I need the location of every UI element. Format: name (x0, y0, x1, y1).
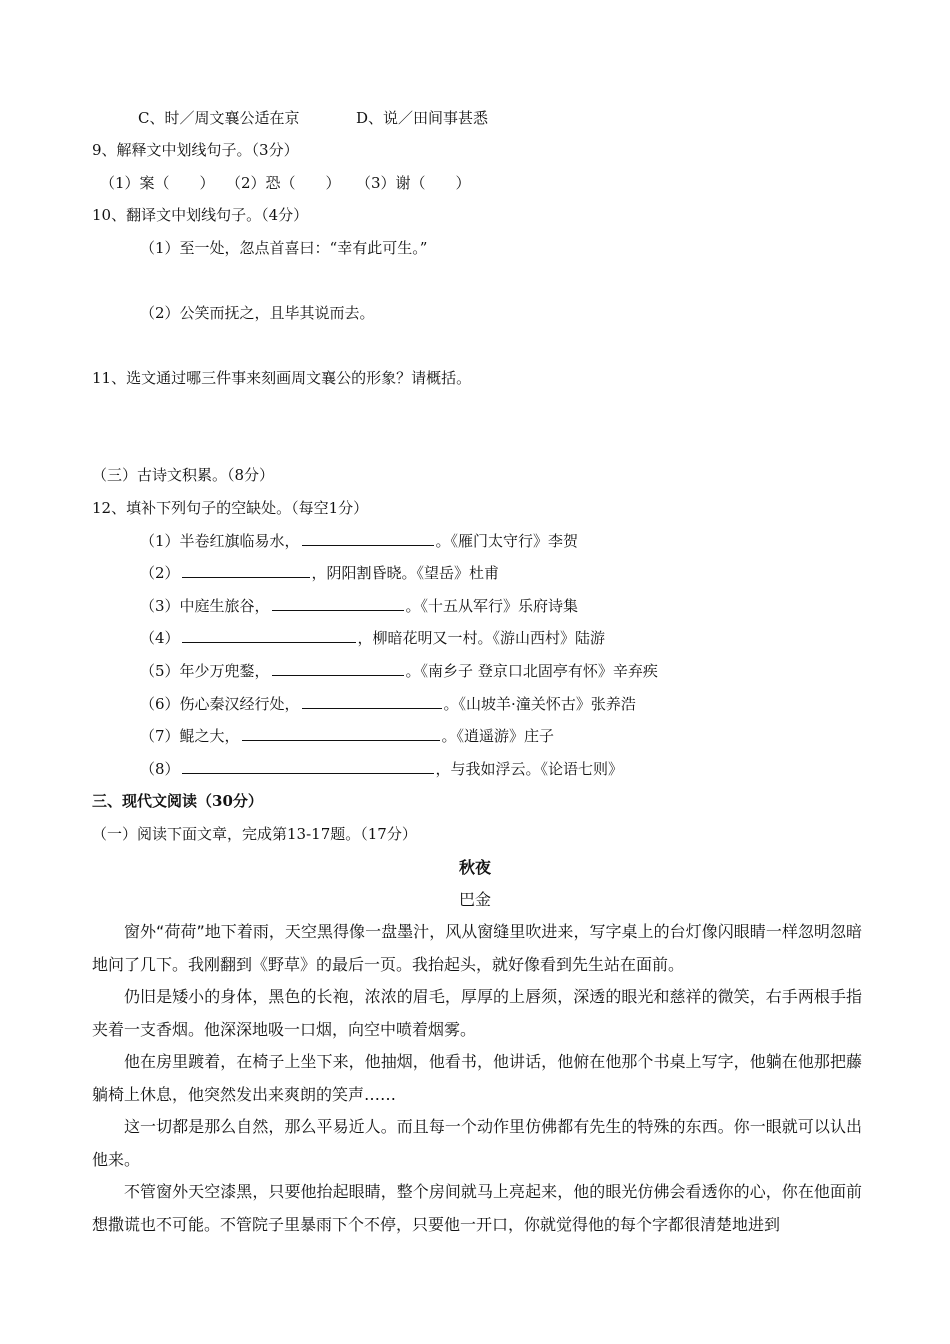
q12-item-4 (140, 628, 605, 648)
q12-item-8 (140, 759, 623, 779)
q12-item-prefix: （7）鲲之大， (140, 727, 240, 745)
answer-blank[interactable] (272, 661, 404, 676)
answer-blank[interactable] (272, 596, 404, 611)
q9-item-1: （1）案（ ） (100, 174, 215, 192)
article-paragraph: 他在房里踱着，在椅子上坐下来，他抽烟，他看书，他讲话，他俯在他那个书桌上写字，他躺在他那把藤躺椅上休息，他突然发出来爽朗的笑声…… (92, 1052, 862, 1104)
q12-stem: 12、填补下列句子的空缺处。（每空1分） (92, 499, 369, 517)
q10-item-2: （2）公笑而抚之，且毕其说而去。 (140, 304, 375, 322)
q12-item-suffix: 。《山坡羊·潼关怀古》张养浩 (443, 695, 636, 713)
answer-blank[interactable] (182, 759, 434, 774)
q8-option-c: C、时／周文襄公适在京 (138, 109, 300, 127)
q12-item-suffix: 。《十五从军行》乐府诗集 (405, 597, 579, 615)
q12-item-prefix: （5）年少万兜鍪， (140, 662, 270, 680)
q12-item-1 (140, 531, 578, 551)
answer-blank[interactable] (302, 694, 442, 709)
section-modern-heading: 三、现代文阅读（30分） (92, 792, 263, 810)
q12-item-prefix: （3）中庭生旅谷， (140, 597, 270, 615)
article-paragraph: 窗外“荷荷”地下着雨，天空黑得像一盘墨汁，风从窗缝里吹进来，写字桌上的台灯像闪眼睛一样忽明忽暗地问了几下。我刚翻到《野草》的最后一页。我抬起头，就好像看到先生站在面前。 (92, 922, 862, 974)
q12-item-6 (140, 694, 636, 714)
q9-item-2: （2）恐（ ） (226, 174, 341, 192)
q12-item-prefix: （2） (140, 564, 180, 582)
q9-stem: 9、解释文中划线句子。（3分） (92, 141, 299, 159)
q12-item-prefix: （6）伤心秦汉经行处， (140, 695, 300, 713)
article-body (92, 916, 862, 1241)
q11-stem: 11、选文通过哪三件事来刻画周文襄公的形象？请概括。 (92, 369, 472, 387)
answer-blank[interactable] (182, 628, 356, 643)
q12-item-suffix: 。《逍遥游》庄子 (441, 727, 555, 745)
q12-item-suffix: ，与我如浮云。《论语七则》 (435, 760, 624, 778)
q12-item-prefix: （8） (140, 760, 180, 778)
q12-item-7 (140, 726, 554, 746)
article-paragraph: 这一切都是那么自然，那么平易近人。而且每一个动作里仿佛都有先生的特殊的东西。你一眼就可以认出他来。 (92, 1117, 862, 1169)
q12-item-2 (140, 563, 499, 583)
article-paragraph: 仍旧是矮小的身体，黑色的长袍，浓浓的眉毛，厚厚的上唇须，深透的眼光和慈祥的微笑，右手两根手指夹着一支香烟。他深深地吸一口烟，向空中喷着烟雾。 (92, 987, 862, 1039)
q12-item-prefix: （4） (140, 629, 180, 647)
article-paragraph: 不管窗外天空漆黑，只要他抬起眼睛，整个房间就马上亮起来，他的眼光仿佛会看透你的心，你在他面前想撒谎也不可能。不管院子里暴雨下个不停，只要他一开口，你就觉得他的每个字都很清楚地进到 (92, 1182, 862, 1234)
q12-item-suffix: ，阴阳割昏晓。《望岳》杜甫 (311, 564, 500, 582)
answer-blank[interactable] (182, 563, 310, 578)
section-poetry-heading: （三）古诗文积累。（8分） (92, 466, 275, 484)
q12-item-5 (140, 661, 658, 681)
q12-item-suffix: 。《南乡子 登京口北固亭有怀》辛弃疾 (405, 662, 658, 680)
q12-item-suffix: ，柳暗花明又一村。《游山西村》陆游 (357, 629, 606, 647)
q12-item-3 (140, 596, 578, 616)
article-title: 秋夜 (458, 858, 491, 877)
q9-item-3: （3）谢（ ） (356, 174, 471, 192)
q12-item-prefix: （1）半卷红旗临易水， (140, 532, 300, 550)
article-author: 巴金 (458, 890, 491, 909)
q10-item-1: （1）至一处，忽点首喜曰：“幸有此可生。” (140, 239, 428, 257)
q10-stem: 10、翻译文中划线句子。（4分） (92, 206, 309, 224)
q8-option-d: D、说／田间事甚悉 (356, 109, 489, 127)
section-modern-subheading: （一）阅读下面文章，完成第13-17题。（17分） (92, 825, 417, 843)
answer-blank[interactable] (302, 531, 434, 546)
answer-blank[interactable] (242, 726, 440, 741)
q12-item-suffix: 。《雁门太守行》李贺 (435, 532, 579, 550)
